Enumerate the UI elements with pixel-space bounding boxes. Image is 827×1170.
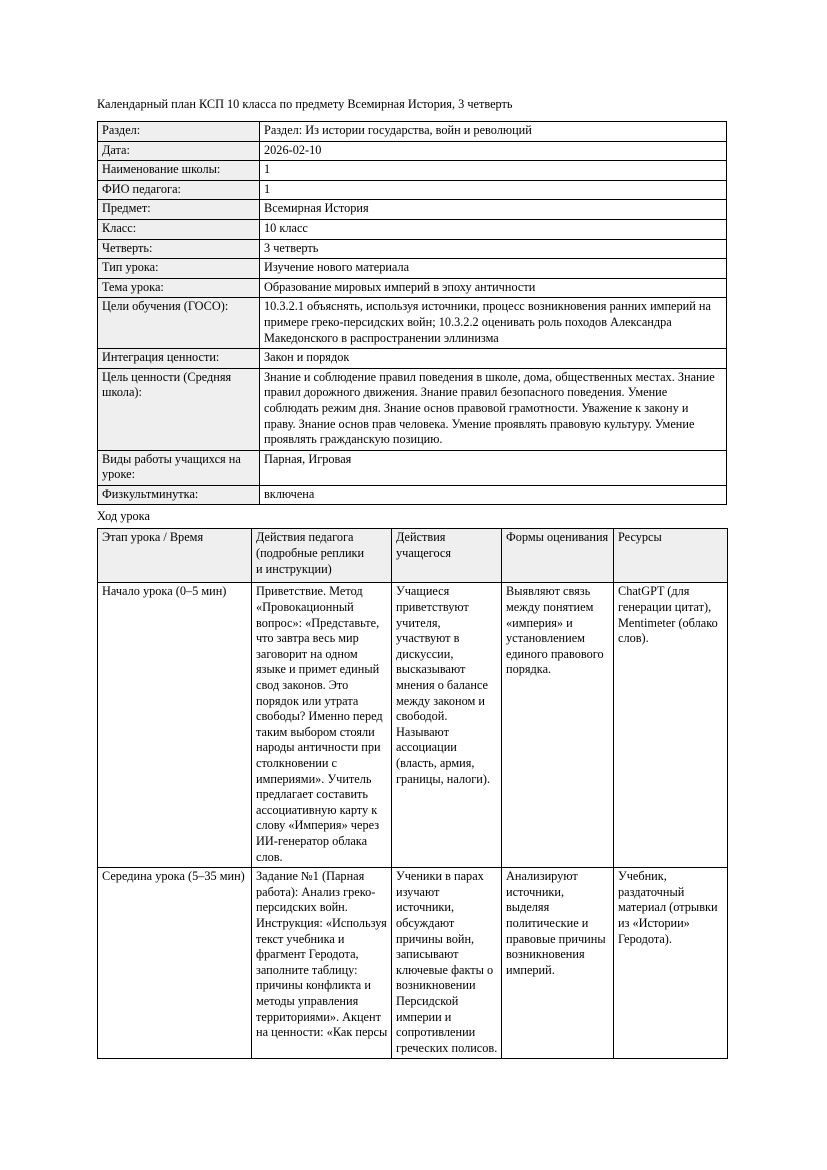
info-value: 2026-02-10	[260, 141, 727, 161]
table-row	[98, 259, 727, 279]
student-actions-cell: Учащиеся приветствуют учителя, участвуют в дискуссии, высказывают мнения о балансе между законом и свободой. Называют ассоциации (власть, армия, границы, налоги).	[392, 583, 502, 868]
info-label: Физкультминутка:	[98, 485, 260, 505]
table-header-row	[98, 529, 728, 583]
info-label: Интеграция ценности:	[98, 349, 260, 369]
table-row	[98, 122, 727, 142]
info-value: 10.3.2.1 объяснять, используя источники, процесс возникновения ранних империй на примере греко-персидских войн; 10.3.2.2 оценивать роль походов Александра Македонского в распространении эллинизма	[260, 298, 727, 349]
resources-cell: ChatGPT (для генерации цитат), Mentimeter (облако слов).	[614, 583, 728, 868]
info-label: Цель ценности (Средняя школа):	[98, 368, 260, 450]
stage-cell: Начало урока (0–5 мин)	[98, 583, 252, 868]
info-value: 1	[260, 180, 727, 200]
stage-cell: Середина урока (5–35 мин)	[98, 868, 252, 1059]
table-row	[98, 450, 727, 485]
table-row	[98, 349, 727, 369]
column-header-teacher-line3: и инструкции)	[256, 561, 332, 576]
info-value: Образование мировых империй в эпоху античности	[260, 278, 727, 298]
info-label: Раздел:	[98, 122, 260, 142]
column-header-student-actions: Действия учащегося	[392, 529, 502, 583]
lesson-flow-table	[97, 528, 728, 1059]
teacher-actions-cell: Задание №1 (Парная работа): Анализ греко-персидских войн. Инструкция: «Используя текст учебника и фрагмент Геродота, заполните таблицу: причины конфликта и методы управления территориями». Акцент на ценности: «Как персы	[252, 868, 392, 1059]
info-label: Наименование школы:	[98, 161, 260, 181]
section-caption: Ход урока	[97, 509, 150, 524]
table-row	[98, 485, 727, 505]
table-row	[98, 583, 728, 868]
page-title: Календарный план КСП 10 класса по предмету Всемирная История, 3 четверть	[97, 97, 513, 111]
assessment-cell: Выявляют связь между понятием «империя» и установлением единого правового порядка.	[502, 583, 614, 868]
info-value: Изучение нового материала	[260, 259, 727, 279]
info-label: Четверть:	[98, 239, 260, 259]
info-label: Тип урока:	[98, 259, 260, 279]
info-value: 3 четверть	[260, 239, 727, 259]
info-label: ФИО педагога:	[98, 180, 260, 200]
table-row	[98, 141, 727, 161]
lesson-info-table	[97, 121, 727, 505]
table-row	[98, 219, 727, 239]
table-row	[98, 298, 727, 349]
column-header-stage: Этап урока / Время	[98, 529, 252, 583]
info-label: Тема урока:	[98, 278, 260, 298]
table-row	[98, 278, 727, 298]
column-header-resources: Ресурсы	[614, 529, 728, 583]
info-value: Знание и соблюдение правил поведения в школе, дома, общественных местах. Знание правил дорожного движения. Знание правил безопасного поведения. Умение соблюдать режим дня. Знание основ правовой грамотности. Уважение к закону и праву. Знание основ прав человека. Умение проявлять правовую культуру. Умение проявлять гражданскую позицию.	[260, 368, 727, 450]
table-row	[98, 200, 727, 220]
table-row	[98, 239, 727, 259]
teacher-actions-cell: Приветствие. Метод «Провокационный вопрос»: «Представьте, что завтра весь мир заговорит на одном языке и примет единый свод законов. Это порядок или утрата свободы? Именно перед таким выбором стояли народы античности при столкновении с империями». Учитель предлагает составить ассоциативную карту к слову «Империя» через ИИ-генератор облака слов.	[252, 583, 392, 868]
table-row	[98, 180, 727, 200]
info-value: Всемирная История	[260, 200, 727, 220]
info-value: включена	[260, 485, 727, 505]
column-header-teacher-line1: Действия педагога	[256, 530, 354, 545]
info-label: Класс:	[98, 219, 260, 239]
info-label: Виды работы учащихся на уроке:	[98, 450, 260, 485]
column-header-teacher-line2: (подробные реплики	[256, 546, 365, 561]
info-value: 10 класс	[260, 219, 727, 239]
info-value: Закон и порядок	[260, 349, 727, 369]
student-actions-cell: Ученики в парах изучают источники, обсуждают причины войн, записывают ключевые факты о возникновении Персидской империи и сопротивлении греческих полисов.	[392, 868, 502, 1059]
assessment-cell: Анализируют источники, выделяя политические и правовые причины возникновения империй.	[502, 868, 614, 1059]
column-header-teacher-actions	[252, 529, 392, 583]
info-value: Раздел: Из истории государства, войн и революций	[260, 122, 727, 142]
info-value: Парная, Игровая	[260, 450, 727, 485]
info-label: Предмет:	[98, 200, 260, 220]
table-row	[98, 368, 727, 450]
info-label: Цели обучения (ГОСО):	[98, 298, 260, 349]
resources-cell: Учебник, раздаточный материал (отрывки из «Истории» Геродота).	[614, 868, 728, 1059]
table-row	[98, 161, 727, 181]
info-value: 1	[260, 161, 727, 181]
table-row	[98, 868, 728, 1059]
column-header-assessment: Формы оценивания	[502, 529, 614, 583]
info-label: Дата:	[98, 141, 260, 161]
